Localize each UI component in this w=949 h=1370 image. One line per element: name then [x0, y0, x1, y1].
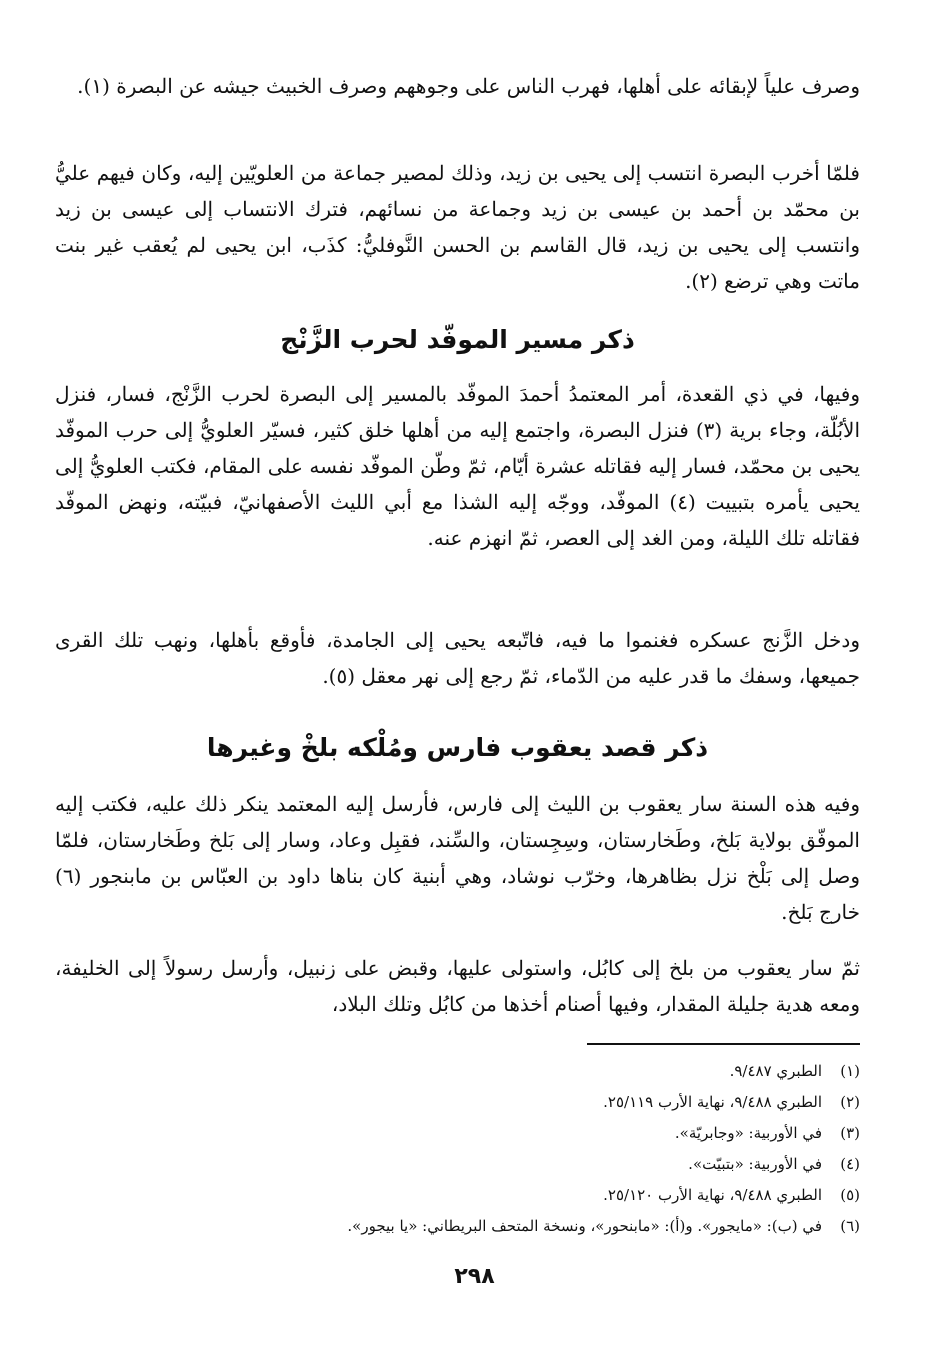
paragraph-2	[55, 155, 860, 299]
footnote-separator	[587, 1043, 860, 1045]
footnote-text: في الأوربية: «بتبيّت».	[688, 1155, 822, 1173]
paragraph-1	[55, 68, 860, 104]
footnote-text: الطبري ٩/٤٨٨، نهاية الأرب ٢٥/١٢٠.	[603, 1186, 822, 1204]
footnote-text: الطبري ٩/٤٨٧.	[729, 1062, 822, 1080]
footnote-number: (٣)	[840, 1124, 860, 1142]
footnote-3	[55, 1118, 860, 1149]
footnote-1	[55, 1056, 860, 1087]
paragraph-text: وفيه هذه السنة سار يعقوب بن الليث إلى فارس، فأرسل إليه المعتمد ينكر ذلك عليه، فكتب إليه الموفّق بولاية بَلخ، وطَخارستان، وسِجِستان، والسِّند، فقبِل وعاد، وسار إلى بَلخ وطَخارستان، فلمّا وصل إلى بَلْخ نزل بظاهرها، وخرّب نوشاد، وهي أبنية كان بناها داود بن العبّاس بن مابنجور (٦) خارج بَلخ.	[55, 792, 860, 924]
paragraph-text: وفيها، في ذي القعدة، أمر المعتمدُ أحمدَ الموفّد بالمسير إلى البصرة لحرب الزَّنْج، فسار، فنزل الأبُلّة، وجاء برية (٣) فنزل البصرة، واجتمع إليه من أهلها خلق كثير، فسيّر العلويُّ إلى حرب الموفّد يحيى بن محمّد، فسار إليه فقاتله عشرة أيّام، ثمّ وطّن الموفّد نفسه على المقام، فكتب العلويُّ إلى يحيى يأمره بتبييت (٤) الموفّد، ووجّه إليه الشذا مع أبي الليث الأصفهانيّ، فبيّته، ونهض الموفّد فقاتله تلك الليلة، ومن الغد إلى العصر، ثمّ انهزم عنه.	[55, 382, 860, 550]
paragraph-4	[55, 622, 860, 694]
footnote-2	[55, 1087, 860, 1118]
footnote-number: (٦)	[840, 1217, 860, 1235]
paragraph-5	[55, 786, 860, 930]
footnote-text: الطبري ٩/٤٨٨، نهاية الأرب ٢٥/١١٩.	[603, 1093, 822, 1111]
footnote-number: (٤)	[840, 1155, 860, 1173]
section-heading-yaqub: ذكر قصد يعقوب فارس ومُلْكه بلخْ وغيرها	[206, 733, 709, 762]
paragraph-text: ثمّ سار يعقوب من بلخ إلى كابُل، واستولى عليها، وقبض على زنبيل، وأرسل رسولاً إلى الخليفة، ومعه هدية جليلة المقدار، وفيها أصنام أخذها من كابُل وتلك البلاد،	[55, 956, 860, 1016]
footnote-text: في (ب): «مايجور». و(أ): «مابنحور»، ونسخة المتحف البريطاني: «يا بيجور».	[347, 1217, 822, 1235]
footnote-number: (١)	[840, 1062, 860, 1080]
paragraph-text: وصرف علياً لإبقائه على أهلها، فهرب الناس على وجوههم وصرف الخبيث جيشه عن البصرة (١).	[77, 74, 860, 98]
paragraph-6	[55, 950, 860, 1022]
footnote-number: (٢)	[840, 1093, 860, 1111]
footnote-number: (٥)	[840, 1186, 860, 1204]
paragraph-3	[55, 376, 860, 556]
footnote-text: في الأوربية: «وجابريّة».	[674, 1124, 822, 1142]
footnotes	[55, 1056, 860, 1242]
paragraph-text: ودخل الزَّنج عسكره فغنموا ما فيه، فاتّبعه يحيى إلى الجامدة، فأوقع بأهلها، ونهب تلك القرى جميعها، وسفك ما قدر عليه من الدّماء، ثمّ رجع إلى نهر معقل (٥).	[55, 628, 860, 688]
section-heading-zanj: ذكر مسير الموفّد لحرب الزَّنْج	[280, 325, 635, 354]
page-number: ٢٩٨	[454, 1264, 495, 1289]
paragraph-text: فلمّا أخرب البصرة انتسب إلى يحيى بن زيد، وذلك لمصير جماعة من العلويّين إليه، وكان فيهم عليُّ بن محمّد بن أحمد بن عيسى بن زيد وجماعة من نسائهم، فترك الانتساب إلى عيسى بن زيد وانتسب إلى يحيى بن زيد، قال القاسم بن الحسن النَّوفليُّ: كذَب، ابن يحيى لم يُعقب غير بنت ماتت وهي ترضع (٢).	[55, 161, 860, 293]
footnote-4	[55, 1149, 860, 1180]
footnote-6	[55, 1211, 860, 1242]
footnote-5	[55, 1180, 860, 1211]
